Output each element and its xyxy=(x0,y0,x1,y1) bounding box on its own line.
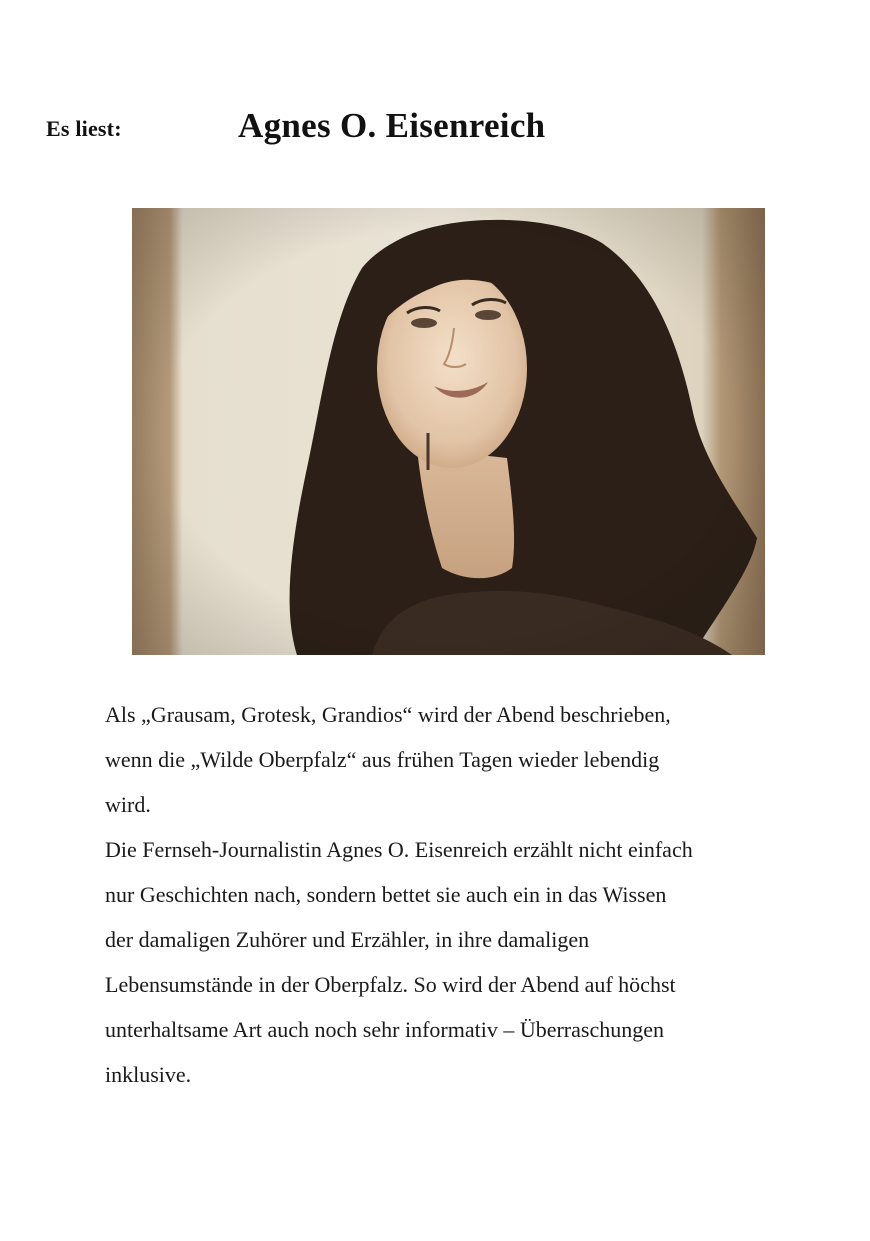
author-name: Agnes O. Eisenreich xyxy=(238,106,546,145)
reader-label: Es liest: xyxy=(46,116,122,141)
text-line: wenn die „Wilde Oberpfalz“ aus frühen Tagen wieder lebendig xyxy=(105,747,660,772)
text-line: unterhaltsame Art auch noch sehr informativ – Überraschungen xyxy=(105,1017,664,1042)
portrait-illustration xyxy=(132,208,765,655)
description-text xyxy=(105,692,805,1097)
text-line: Als „Grausam, Grotesk, Grandios“ wird der Abend beschrieben, xyxy=(105,702,671,727)
text-line: nur Geschichten nach, sondern bettet sie auch ein in das Wissen xyxy=(105,882,667,907)
description-paragraph-1 xyxy=(105,692,805,827)
description-paragraph-2 xyxy=(105,827,805,1097)
text-line: wird. xyxy=(105,792,151,817)
text-line: inklusive. xyxy=(105,1062,192,1087)
author-portrait-photo xyxy=(132,208,765,655)
text-line: Die Fernseh-Journalistin Agnes O. Eisenreich erzählt nicht einfach xyxy=(105,837,693,862)
text-line: der damaligen Zuhörer und Erzähler, in ihre damaligen xyxy=(105,927,590,952)
text-line: Lebensumstände in der Oberpfalz. So wird der Abend auf höchst xyxy=(105,972,676,997)
